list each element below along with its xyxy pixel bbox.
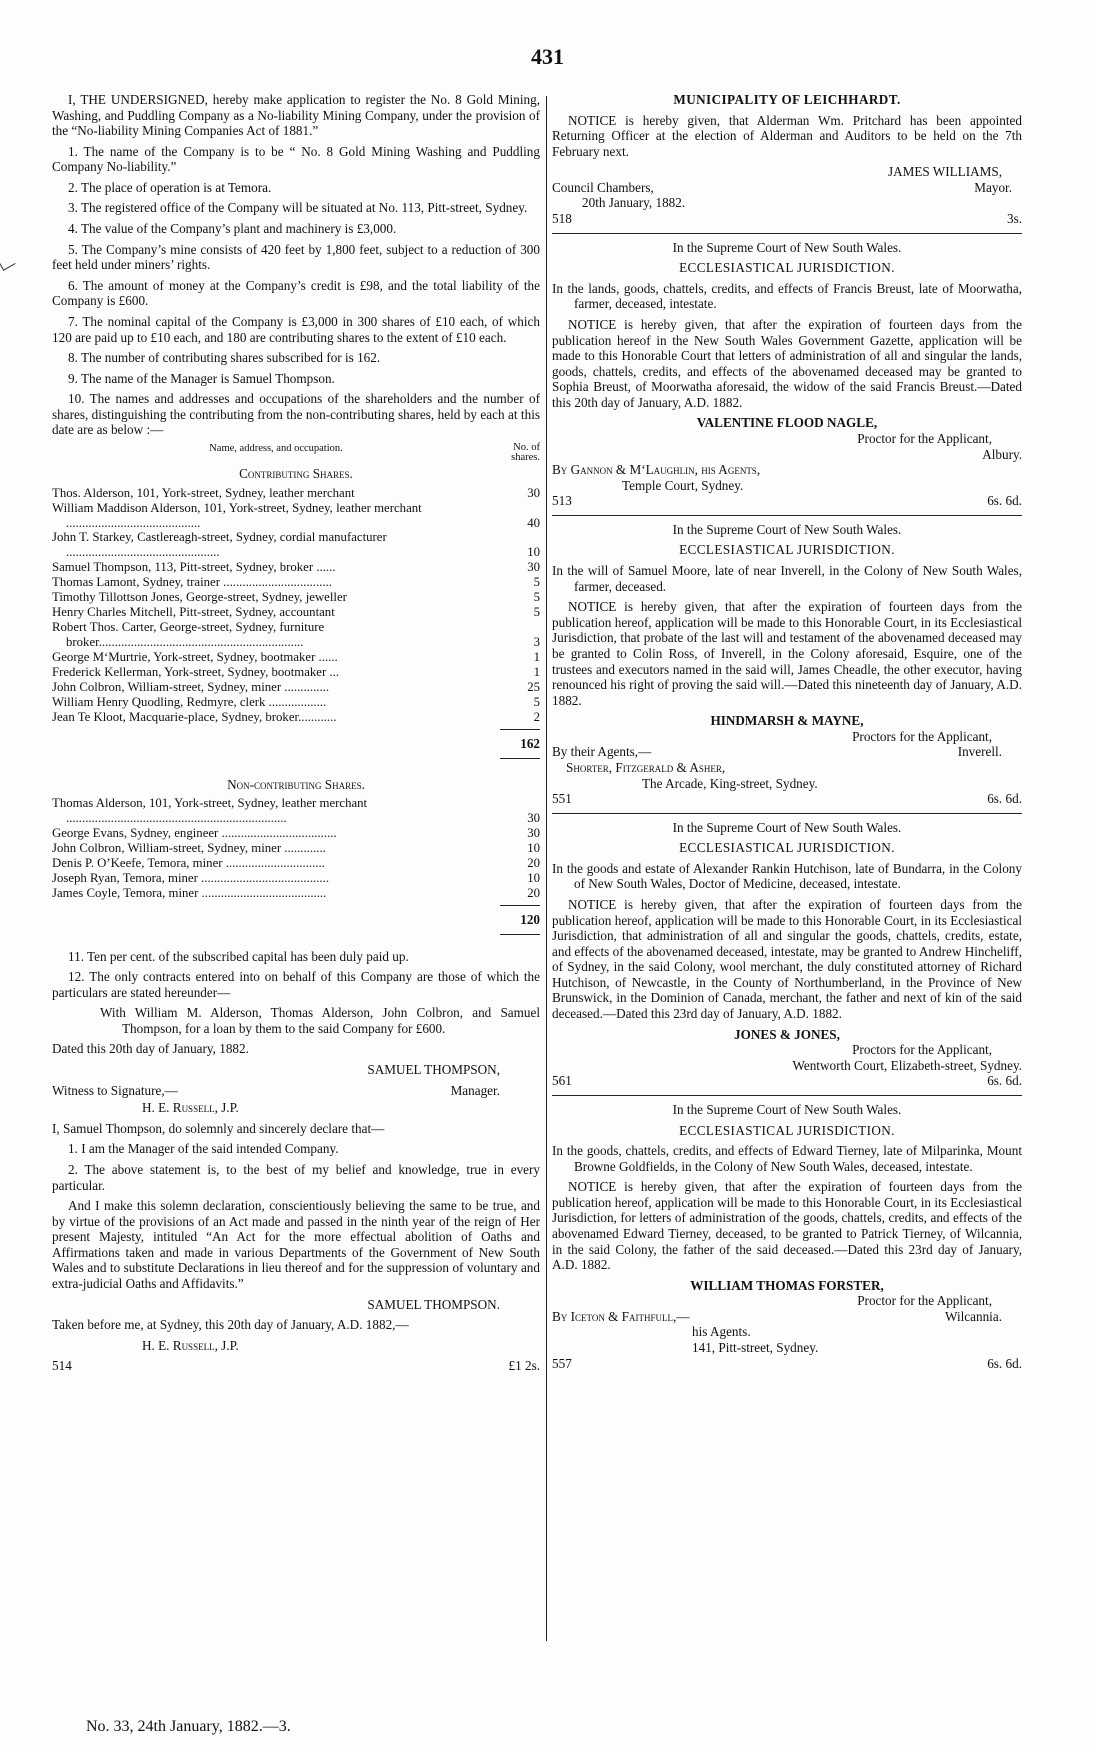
municipality-ref-line — [552, 211, 1022, 227]
table-row: Robert Thos. Carter, George-street, Sydney, furniture broker................................................................ 3 — [52, 620, 540, 650]
section-rule — [552, 233, 1022, 234]
item-7: 7. The nominal capital of the Company is £3,000 in 300 shares of £10 each, of which 120 are paid up to £10 each, and 180 are contributing shares to the extent of £10 each. — [52, 313, 540, 345]
agents-town-line — [552, 1309, 1022, 1325]
contract-details: With William M. Alderson, Thomas Alderson, John Colbron, and Samuel Thompson, for a loan by them to the said Company for £600. — [100, 1005, 540, 1036]
margin-mark — [0, 255, 16, 271]
dated-line: Dated this 20th day of January, 1882. — [52, 1041, 249, 1057]
table-row: James Coyle, Temora, miner ....................................... 20 — [52, 886, 540, 901]
proctor-town: Inverell. — [957, 744, 1002, 760]
witness-name: H. E. Russell, J.P. — [142, 1100, 239, 1116]
ref-number: 514 — [52, 1358, 72, 1374]
declaration-3: And I make this solemn declaration, conscientiously believing the same to be true, and by virtue of the provisions of an Act made and passed in the ninth year of the reign of Her present Majesty, intituled “An Act for the more effectual abolition of Oaths and Affirmations taken and made in various Departments of the Government of New South Wales and to substitute Declarations in lieu thereof and for the suppression of voluntary and extra-judicial Oaths and Affidavits.” — [52, 1198, 540, 1291]
table-row: John Colbron, William-street, Sydney, miner .............. 25 — [52, 680, 540, 695]
table-row: George M‘Murtrie, York-street, Sydney, bootmaker ...... 1 — [52, 650, 540, 665]
ref-number: 518 — [552, 211, 572, 227]
ref-number: 551 — [552, 791, 572, 807]
item-6: 6. The amount of money at the Company’s credit is £98, and the total liability of the Company is £600. — [52, 277, 540, 309]
noncontrib-title: Non-contributing Shares. — [227, 776, 365, 792]
taken-before: Taken before me, at Sydney, this 20th day of January, A.D. 1882,— — [52, 1317, 409, 1333]
agent-names: Shorter, Fitzgerald & Asher, — [566, 759, 726, 775]
item-5: 5. The Company’s mine consists of 420 feet by 1,800 feet, subject to a reduction of 300 feet held under miners’ rights. — [52, 241, 540, 273]
agents-line: By Gannon & M‘Laughlin, his Agents, — [552, 462, 761, 478]
fee: 6s. 6d. — [987, 493, 1022, 509]
table-row: Denis P. O’Keefe, Temora, miner ............................... 20 — [52, 856, 540, 871]
table-header — [52, 443, 540, 464]
table-row: Thos. Alderson, 101, York-street, Sydney, leather merchant 30 — [52, 485, 540, 500]
proctor-signature: VALENTINE FLOOD NAGLE, — [696, 415, 878, 431]
section-rule — [552, 515, 1022, 516]
notice-hutchison — [552, 820, 1022, 1089]
proctor-role: Proctors for the Applicant, — [852, 728, 992, 744]
ref-line — [552, 1073, 1022, 1089]
ref-number: 557 — [552, 1355, 572, 1371]
fee: 3s. — [1006, 211, 1022, 227]
ref-line — [552, 791, 1022, 807]
item-8: 8. The number of contributing shares subscribed for is 162. — [68, 350, 381, 366]
table-row: Timothy Tillottson Jones, George-street, Sydney, jeweller 5 — [52, 590, 540, 605]
proctor-signature: JONES & JONES, — [734, 1026, 840, 1042]
proctor-role: Proctor for the Applicant, — [857, 1293, 992, 1309]
proctor-role: Proctor for the Applicant, — [857, 430, 992, 446]
item-1: 1. The name of the Company is to be “ No. 8 Gold Mining Washing and Puddling Company No-liability.” — [52, 143, 540, 175]
table-head-name: Name, address, and occupation. — [209, 442, 343, 454]
declarant-signature: SAMUEL THOMPSON. — [367, 1296, 500, 1312]
item-4: 4. The value of the Company’s plant and machinery is £3,000. — [68, 221, 397, 237]
witness-line — [52, 1083, 540, 1099]
table-row: Jean Te Kloot, Macquarie-place, Sydney, broker............ 2 — [52, 710, 540, 725]
agents-town-line — [552, 744, 1022, 760]
ref-number: 513 — [552, 493, 572, 509]
table-row: William Maddison Alderson, 101, York-street, Sydney, leather merchant .......................................... 40 — [52, 500, 540, 530]
ref-line — [52, 1358, 540, 1374]
table-row: Henry Charles Mitchell, Pitt-street, Sydney, accountant 5 — [52, 605, 540, 620]
contributing-title: Contributing Shares. — [239, 465, 353, 481]
estate-line: In the will of Samuel Moore, late of near Inverell, in the Colony of New South Wales, farmer, deceased. — [552, 563, 1022, 594]
proctor-address: Wentworth Court, Elizabeth-street, Sydney. — [792, 1057, 1022, 1073]
municipality-notice: NOTICE is hereby given, that Alderman Wm. Pritchard has been appointed Returning Officer at the election of Alderman and Auditors to be held on the 7th February next. — [552, 112, 1022, 159]
notice-body: NOTICE is hereby given, that after the expiration of fourteen days from the publication hereof, application will be made to this Honorable Court, in its Ecclesiastical Jurisdiction, that administration of all and singular the goods, chattels, credits, estate, and effects of the abovenamed deceased, intestate, may be granted to Andrew Hincheliff, of Sydney, in the said Colony, wool merchant, the duly constituted attorney of Richard Hutchison, of Newcastle, in the County of Northumberland, in the Province of New Brunswick, in the Dominion of Canada, merchant, the father and next of kin of the said deceased.—Dated this 23rd day of January, A.D. 1882. — [552, 897, 1022, 1022]
court-heading: In the Supreme Court of New South Wales. — [672, 819, 902, 835]
table-row: John Colbron, William-street, Sydney, miner ............. 10 — [52, 841, 540, 856]
fee: 6s. 6d. — [987, 791, 1022, 807]
proctor-town: Albury. — [982, 446, 1022, 462]
agents-label: his Agents. — [692, 1324, 751, 1340]
municipality-date: 20th January, 1882. — [582, 195, 686, 211]
agents-address: Temple Court, Sydney. — [622, 477, 744, 493]
estate-line: In the lands, goods, chattels, credits, and effects of Francis Breust, late of Moorwatha, farmer, deceased, intestate. — [552, 280, 1022, 312]
table-row: Joseph Ryan, Temora, miner ........................................ 10 — [52, 871, 540, 886]
table-row: Frederick Kellerman, York-street, Sydney, bootmaker ... 1 — [52, 665, 540, 680]
proctor-signature: HINDMARSH & MAYNE, — [710, 713, 864, 729]
agents-address: 141, Pitt-street, Sydney. — [692, 1340, 819, 1356]
municipality-place: Council Chambers, — [552, 179, 654, 195]
item-11: 11. Ten per cent. of the subscribed capital has been duly paid up. — [68, 948, 409, 964]
right-column — [552, 92, 1022, 1373]
table-head-num: No. of shares. — [511, 441, 540, 464]
court-heading: In the Supreme Court of New South Wales. — [672, 1101, 902, 1117]
notice-moore — [552, 522, 1022, 807]
witness-label: Witness to Signature,— — [52, 1082, 178, 1098]
municipality-signature: JAMES WILLIAMS, — [887, 164, 1002, 180]
declaration-1: 1. I am the Manager of the said intended Company. — [68, 1141, 339, 1157]
item-10: 10. The names and addresses and occupations of the shareholders and the number of shares, distinguishing the contributing from the non-contributing shares, held by each at this date are as below :— — [52, 391, 540, 438]
jurisdiction-heading: ECCLESIASTICAL JURISDICTION. — [679, 840, 895, 856]
estate-line: In the goods and estate of Alexander Rankin Hutchison, late of Bundarra, in the Colony of New South Wales, Doctor of Medicine, deceased, intestate. — [552, 860, 1022, 892]
declaration-2: 2. The above statement is, to the best of my belief and knowledge, true in every particular. — [52, 1161, 540, 1193]
proctor-signature: WILLIAM THOMAS FORSTER, — [690, 1277, 884, 1293]
table-row: Samuel Thompson, 113, Pitt-street, Sydney, broker ...... 30 — [52, 560, 540, 575]
proctor-role: Proctors for the Applicant, — [852, 1042, 992, 1058]
noncontributing-table — [52, 796, 540, 901]
application-intro: I, THE UNDERSIGNED, hereby make application to register the No. 8 Gold Mining, Washing, and Puddling Company as a No-liability Mining Company, under the provision of the “No-liability Mining Companies Act of 1881.” — [52, 92, 540, 139]
section-rule — [552, 813, 1022, 814]
manager-title: Manager. — [450, 1082, 500, 1098]
court-heading: In the Supreme Court of New South Wales. — [672, 239, 902, 255]
ref-number: 561 — [552, 1073, 572, 1089]
fee: 6s. 6d. — [987, 1355, 1022, 1371]
page-footer: No. 33, 24th January, 1882.—3. — [86, 1718, 291, 1735]
jurisdiction-heading: ECCLESIASTICAL JURISDICTION. — [679, 260, 895, 276]
notice-body: NOTICE is hereby given, that after the expiration of fourteen days from the publication hereof in the New South Wales Government Gazette, application will be made to this Honorable Court that letters of administration of all and singular the lands, goods, chattels, credits, and effects of the abovenamed deceased may be granted to Sophia Breust, of Moorwatha aforesaid, the widow of the said Francis Breust.—Dated this 20th day of January, A.D. 1882. — [552, 316, 1022, 410]
left-column — [52, 92, 540, 1374]
table-row: Thomas Alderson, 101, York-street, Sydney, leather merchant ..................................................................... 30 — [52, 796, 540, 826]
item-2: 2. The place of operation is at Temora. — [68, 179, 272, 195]
jurisdiction-heading: ECCLESIASTICAL JURISDICTION. — [679, 542, 895, 558]
item-9: 9. The name of the Manager is Samuel Thompson. — [68, 370, 335, 386]
agents-line: By their Agents,— — [552, 744, 652, 760]
table-row: George Evans, Sydney, engineer .................................... 30 — [52, 826, 540, 841]
proctor-town: Wilcannia. — [945, 1308, 1002, 1324]
ref-line — [552, 493, 1022, 509]
ref-line — [552, 1356, 1022, 1372]
taken-name: H. E. Russell, J.P. — [142, 1337, 239, 1353]
jurisdiction-heading: ECCLESIASTICAL JURISDICTION. — [679, 1122, 895, 1138]
table-row: William Henry Quodling, Redmyre, clerk .................. 5 — [52, 695, 540, 710]
noncontrib-total: 120 — [52, 905, 540, 935]
item-12: 12. The only contracts entered into on behalf of this Company are those of which the particulars are stated hereunder— — [52, 969, 540, 1000]
court-heading: In the Supreme Court of New South Wales. — [672, 521, 902, 537]
agents-line: By Iceton & Faithfull,— — [552, 1308, 690, 1324]
notice-body: NOTICE is hereby given, that after the expiration of fourteen days from the publication hereof, application will be made to this Honorable Court, in its Ecclesiastical Jurisdiction, for letters of administration of the goods, chattels, credits, and effects of the abovenamed Edward Tierney, deceased, to be granted to Patrick Tierney, of Wilcannia, in the said Colony, the father of the said deceased.—Dated this 23rd day of January, A.D. 1882. — [552, 1179, 1022, 1273]
agents-address: The Arcade, King-street, Sydney. — [642, 775, 818, 791]
notice-breust — [552, 240, 1022, 509]
notice-tierney — [552, 1102, 1022, 1371]
manager-signature: SAMUEL THOMPSON, — [367, 1062, 500, 1078]
municipality-title: MUNICIPALITY OF LEICHHARDT. — [673, 92, 901, 107]
mayor-title: Mayor. — [974, 179, 1012, 195]
contributing-total: 162 — [52, 729, 540, 759]
column-divider — [546, 96, 547, 1641]
fee: £1 2s. — [508, 1358, 540, 1374]
notice-body: NOTICE is hereby given, that after the expiration of fourteen days from the publication hereof, application will be made to this Honorable Court, in its Ecclesiastical Jurisdiction, that probate of the last will and testament of the abovenamed deceased may be granted to Colin Ross, of Inverell, in the Colony aforesaid, Esquire, one of the trustees and executors named in the said will, James Cheadle, the other executor, having renounced his right of proving the said will.—Dated this nineteenth day of January, A.D. 1882. — [552, 599, 1022, 708]
municipality-place-line — [552, 180, 1022, 196]
estate-line: In the goods, chattels, credits, and effects of Edward Tierney, late of Milparinka, Mount Browne Goldfields, in the Colony of New South Wales, deceased, intestate. — [552, 1143, 1022, 1174]
contributing-table — [52, 486, 540, 726]
table-row: Thomas Lamont, Sydney, trainer .................................. 5 — [52, 575, 540, 590]
declaration-intro: I, Samuel Thompson, do solemnly and sincerely declare that— — [52, 1120, 385, 1136]
fee: 6s. 6d. — [987, 1073, 1022, 1089]
section-rule — [552, 1095, 1022, 1096]
table-row: John T. Starkey, Castlereagh-street, Sydney, cordial manufacturer ................................................ 10 — [52, 530, 540, 560]
item-3: 3. The registered office of the Company will be situated at No. 113, Pitt-street, Sydney. — [68, 200, 528, 216]
page-number: 431 — [531, 44, 564, 69]
